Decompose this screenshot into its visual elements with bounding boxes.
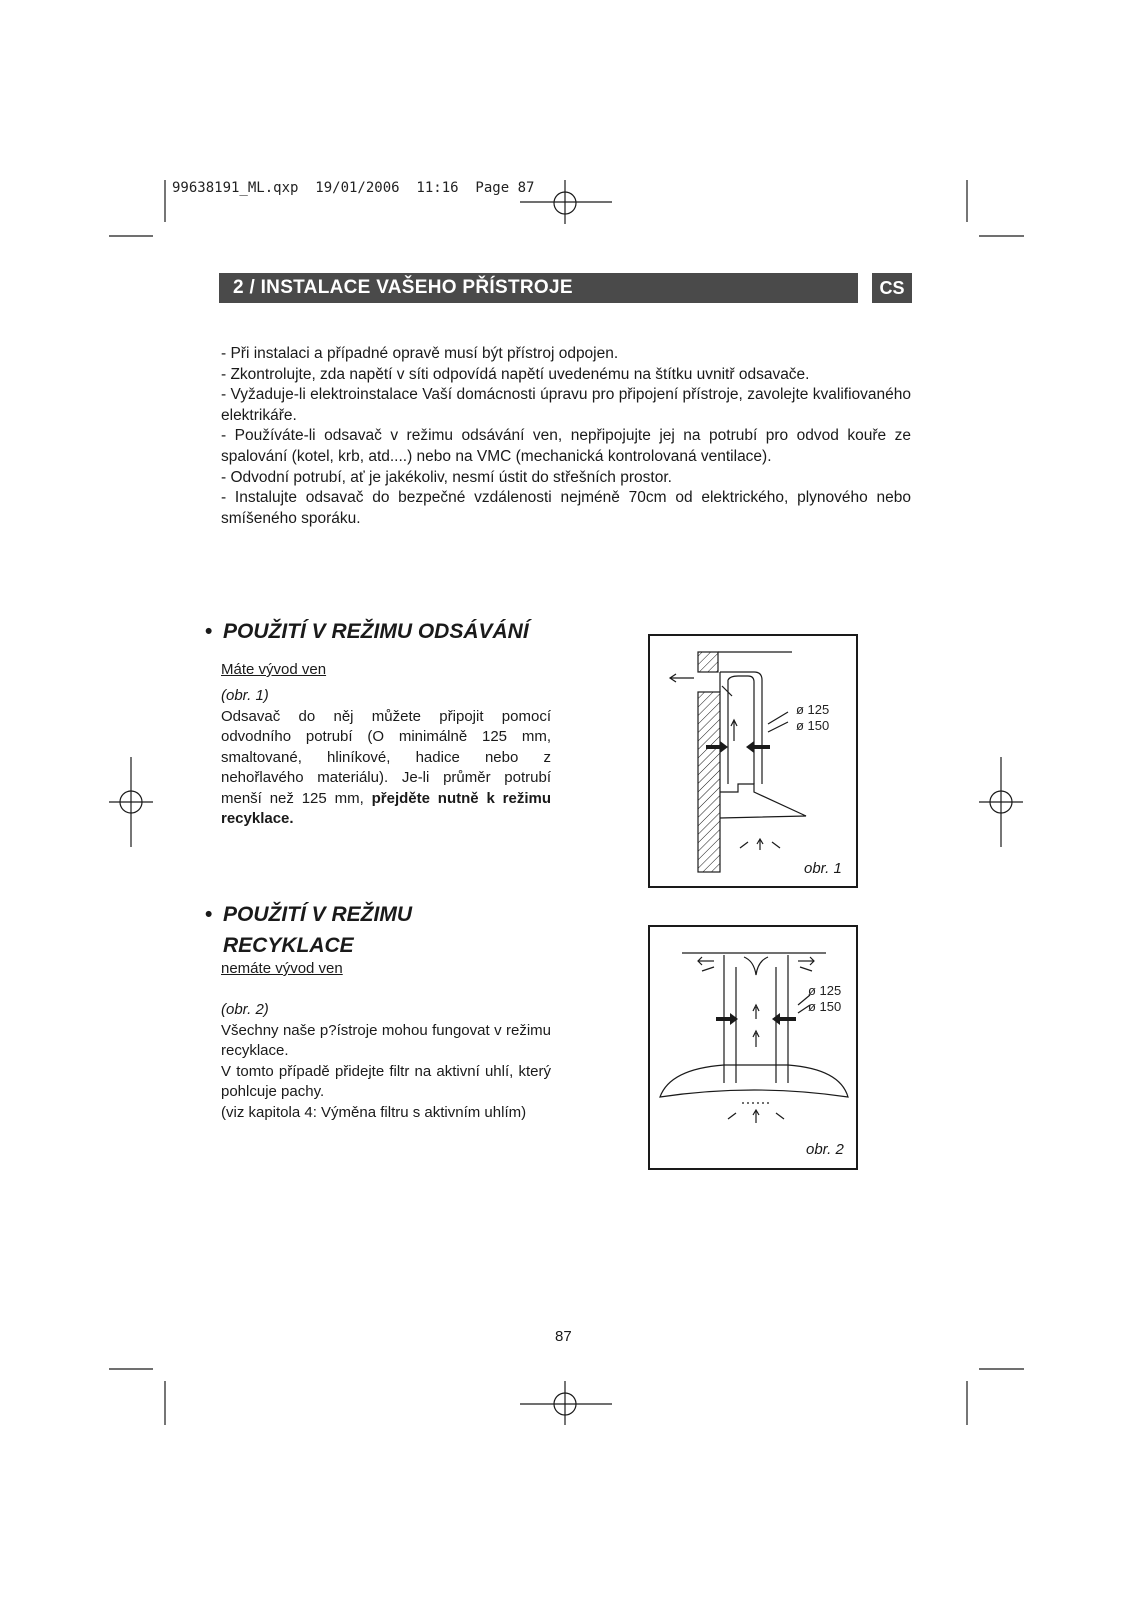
- section1-body: [221, 686, 551, 830]
- diameter-label: ø 150: [808, 999, 842, 1014]
- diameter-label: ø 125: [808, 983, 842, 998]
- section-title-bar: 2 / INSTALACE VAŠEHO PŘÍSTROJE: [219, 273, 858, 303]
- intro-item: - Při instalaci a případné opravě musí být přístroj odpojen.: [221, 345, 619, 362]
- section1-title: POUŽITÍ V REŽIMU ODSÁVÁNÍ: [223, 620, 529, 643]
- section1-text: Odsavač do něj můžete připojit pomocí odvodního potrubí (O minimálně 125 mm, smaltované, hliníkové, hadice nebo z nehořlavého materiálu). Je-li průměr potrubí menší než 125 mm,: [221, 707, 551, 807]
- figure-caption: obr. 2: [806, 1141, 844, 1158]
- bullet-icon: •: [205, 620, 213, 643]
- section2-paragraph: V tomto případě přidejte filtr na aktivní uhlí, který pohlcuje pachy.: [221, 1062, 551, 1100]
- print-slug: 99638191_ML.qxp 19/01/2006 11:16 Page 87: [172, 180, 535, 196]
- ducted-hood-diagram: [650, 636, 856, 886]
- intro-item: - Používáte-li odsavač v režimu odsávání ven, nepřipojujte jej na potrubí pro odvod kouře ze spalování (kotel, krb, atd....) nebo na VMC (mechanická kontrolovaná ventilace).: [221, 427, 911, 465]
- bullet-icon: •: [205, 903, 213, 926]
- section1-heading: [205, 620, 529, 644]
- section1-text-bold: přejděte nutně k režimu recyklace.: [221, 789, 552, 827]
- intro-item: - Odvodní potrubí, ať je jakékoliv, nesmí ústit do střešních prostor.: [221, 468, 672, 486]
- section2-title-line1: POUŽITÍ V REŽIMU: [223, 903, 412, 926]
- diameter-label: ø 150: [796, 718, 830, 733]
- recirculation-hood-diagram: [650, 927, 856, 1168]
- language-badge: CS: [872, 273, 912, 303]
- section1-subtitle: Máte vývod ven: [221, 661, 327, 678]
- intro-list: [221, 344, 911, 529]
- section1-paragraph: [221, 707, 551, 830]
- section2-paragraph: (viz kapitola 4: Výměna filtru s aktivním uhlím): [221, 1103, 527, 1121]
- intro-item: - Instalujte odsavač do bezpečné vzdálenosti nejméně 70cm od elektrického, plynového nebo smíšeného sporáku.: [221, 489, 911, 527]
- page-number: 87: [555, 1328, 572, 1345]
- section2-body: [221, 1000, 551, 1123]
- section2-heading: [205, 899, 483, 961]
- figure-reference: (obr. 1): [221, 687, 269, 704]
- figure-1: [648, 634, 858, 888]
- diameter-label: ø 125: [796, 702, 830, 717]
- section2-title-line2: RECYKLACE: [223, 934, 354, 957]
- figure-reference: (obr. 2): [221, 1001, 269, 1018]
- section2-paragraph: Všechny naše p?ístroje mohou fungovat v režimu recyklace.: [221, 1021, 551, 1059]
- section2-subtitle: nemáte vývod ven: [221, 960, 343, 977]
- figure-2: [648, 925, 858, 1170]
- intro-item: - Vyžaduje-li elektroinstalace Vaší domácnosti úpravu pro připojení přístroje, zavolejte kvalifiovaného elektrikáře.: [221, 386, 911, 424]
- intro-item: - Zkontrolujte, zda napětí v síti odpovídá napětí uvedenému na štítku uvnitř odsavače.: [221, 365, 810, 383]
- figure-caption: obr. 1: [804, 860, 842, 877]
